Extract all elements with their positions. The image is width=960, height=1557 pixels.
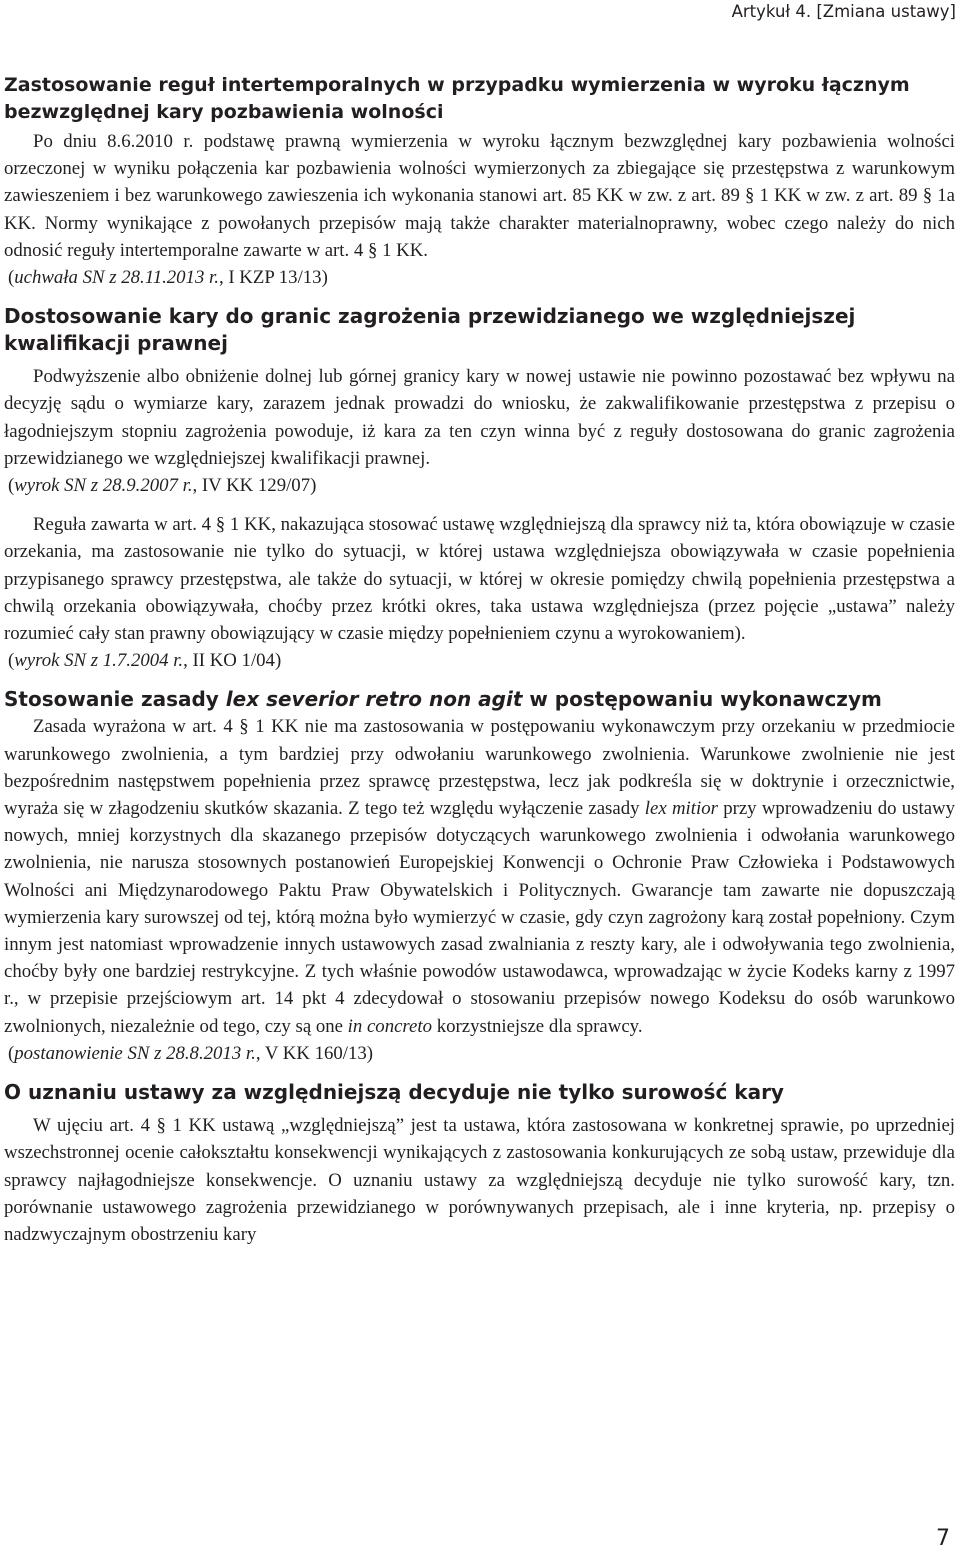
section-more-lenient-law bbox=[4, 1079, 955, 1248]
section-heading: Dostosowanie kary do granic zagrożenia przewidzianego we względniejszej kwalifikacji prawnej bbox=[4, 304, 856, 356]
section-intertemporal-rules bbox=[4, 72, 955, 291]
citation-2: (wyrok SN z 1.7.2004 r., II KO 1/04) bbox=[8, 650, 282, 672]
section-heading: Zastosowanie reguł intertemporalnych w przypadku wymierzenia w wyroku łącznym bezwzględnej kary pozbawienia wolności bbox=[4, 74, 910, 123]
section-paragraph: Podwyższenie albo obniżenie dolnej lub górnej granicy kary w nowej ustawie nie powinno pozostawać bez wpływu na decyzję sądu o wymiarze kary, zarazem jednak prowadzi do wniosku, że zakwalifikowanie przestępstwa z przepisu o łagodniejszym stopniu zagrożenia powoduje, iż kara za ten czyn winna być z reguły dostosowana do granic zagrożenia przewidzianego we względniejszej kwalifikacji prawnej. bbox=[4, 366, 955, 469]
page-number: 7 bbox=[936, 1526, 950, 1551]
section-heading: O uznaniu ustawy za względniejszą decyduje nie tylko surowość kary bbox=[4, 1080, 784, 1105]
section-penalty-adjustment bbox=[4, 303, 955, 674]
section-lex-severior bbox=[4, 686, 955, 1067]
citation: (wyrok SN z 28.9.2007 r., IV KK 129/07) bbox=[8, 475, 317, 497]
section-paragraph: Po dniu 8.6.2010 r. podstawę prawną wymierzenia w wyroku łącznym bezwzględnej kary pozbawienia wolności orzeczonej w wyniku połączenia kar pozbawienia wolności wymierzonych za zbiegające się przestępstwa z warunkowym zawieszeniem i bez warunkowego zawieszenia ich wykonania stanowi art. 85 KK w zw. z art. 89 § 1 KK w zw. z art. 89 § 1a KK. Normy wynikające z powołanych przepisów mają także charakter materialnoprawny, wobec czego należy do nich odnosić reguły intertemporalne zawarte w art. 4 § 1 KK. bbox=[4, 131, 955, 261]
citation: (uchwała SN z 28.11.2013 r., I KZP 13/13) bbox=[8, 267, 328, 289]
citation: (postanowienie SN z 28.8.2013 r., V KK 160/13) bbox=[8, 1042, 374, 1064]
section-paragraph-2: Reguła zawarta w art. 4 § 1 KK, nakazująca stosować ustawę względniejszą dla sprawcy niż ta, która obowiązuje w czasie orzekania, ma zastosowanie nie tylko do sytuacji, w której ustawa względniejsza obowiązywała w czasie popełnienia przypisanego sprawcy przestępstwa, ale także do sytuacji, w której w okresie pomiędzy chwilą popełnienia przestępstwa a chwilą orzekania obowiązywała, choćby przez krótki okres, taka ustawa względniejsza (przez pojęcie „ustawa” należy rozumieć cały stan prawny obowiązujący w czasie między popełnieniem czynu a wyrokowaniem). bbox=[4, 514, 955, 645]
page-body bbox=[4, 72, 955, 1248]
section-heading: Stosowanie zasady lex severior retro non agit w postępowaniu wykonawczym bbox=[4, 687, 882, 712]
running-head: Artykuł 4. [Zmiana ustawy] bbox=[731, 2, 956, 21]
section-paragraph: W ujęciu art. 4 § 1 KK ustawą „względniejszą” jest ta ustawa, która zastosowana w konkretnej sprawie, po uprzedniej wszechstronnej ocenie całokształtu konsekwencji wynikających z zastosowania konkurujących ze sobą ustaw, przewiduje dla sprawcy najłagodniejsze konsekwencje. O uznaniu ustawy za względniejszą decyduje nie tylko surowość kary, tzn. porównanie ustawowego zagrożenia przewidzianego w porównywanych przepisach, ale i inne kryteria, np. przepisy o nadzwyczajnym obostrzeniu kary bbox=[4, 1115, 955, 1245]
section-paragraph: Zasada wyrażona w art. 4 § 1 KK nie ma zastosowania w postępowaniu wykonawczym przy orzekaniu w przedmiocie warunkowego zwolnienia, a tym bardziej przy odwołaniu warunkowego zwolnienia. Warunkowe zwolnienie nie jest bezpośrednim następstwem popełnienia przez sprawcę przestępstwa, lecz jak podkreśla się w doktrynie i orzecznictwie, wyraża się w złagodzeniu skutków skazania. Z tego też względu wyłączenie zasady lex mitior przy wprowadzeniu do ustawy nowych, mniej korzystnych dla skazanego przepisów dotyczących warunkowego zwolnienia i odwołania warunkowego zwolnienia, nie narusza stosownych postanowień Europejskiej Konwencji o Ochronie Praw Człowieka i Podstawowych Wolności ani Międzynarodowego Paktu Praw Obywatelskich i Politycznych. Gwarancje tam zawarte nie dopuszczają wymierzenia kary surowszej od tej, którą można było wymierzyć w czasie, gdy czyn zagrożony karą został popełniony. Czym innym jest natomiast wprowadzenie innych ustawowych zasad zwalniania z reszty kary, ale i odwoływania tego zwolnienia, choćby były one bardziej restrykcyjne. Z tych właśnie powodów ustawodawca, wprowadzając w życie Kodeks karny z 1997 r., w przepisie przejściowym art. 14 pkt 4 zdecydował o stosowaniu przepisów nowego Kodeksu do osób warunkowo zwolnionych, niezależnie od tego, czy są one in concreto korzystniejsze dla sprawcy. bbox=[4, 716, 956, 1037]
